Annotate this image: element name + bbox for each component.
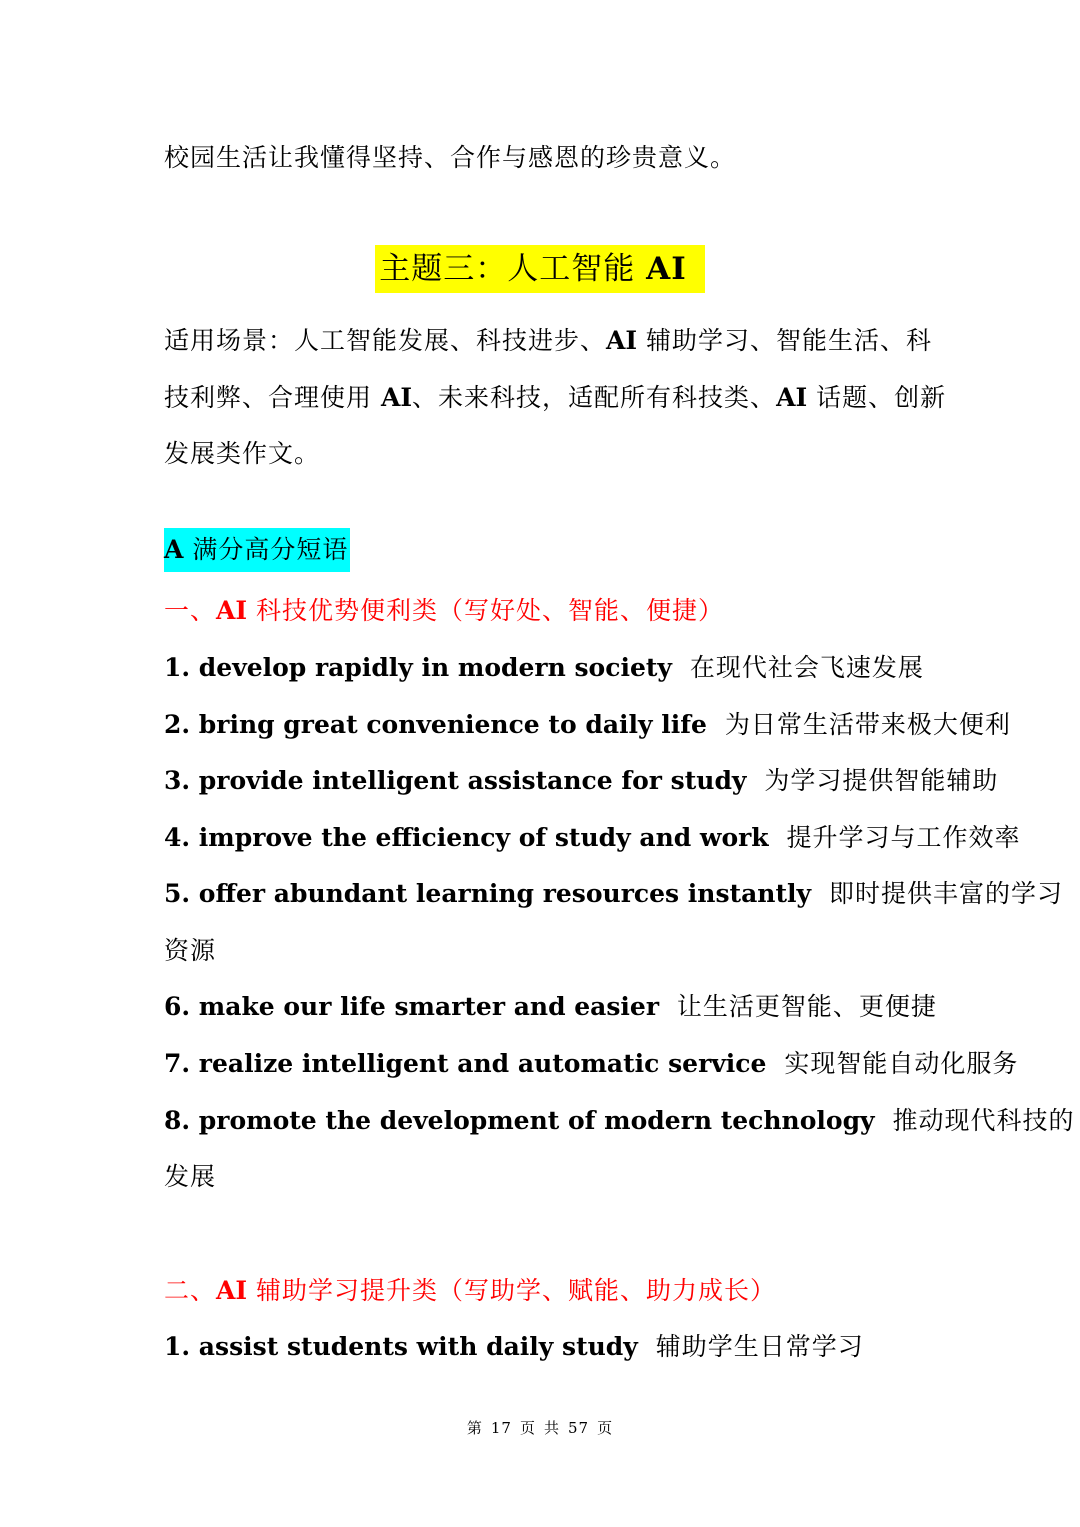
- phrase-en: 2. bring great convenience to daily life: [164, 710, 707, 739]
- footer-word: 页: [597, 1419, 614, 1437]
- scenario-text: 技利弊、合理使用: [164, 382, 381, 412]
- phrase-item: [164, 1047, 1018, 1081]
- intro-line: 校园生活让我懂得坚持、合作与感恩的珍贵意义。: [164, 143, 737, 172]
- page-footer: [0, 1418, 1080, 1438]
- footer-word: 共: [544, 1419, 561, 1437]
- phrase-item: [164, 764, 998, 798]
- scenario-line-2: [164, 370, 947, 427]
- footer-word: 页: [519, 1419, 536, 1437]
- category-1-heading: [164, 594, 724, 628]
- phrase-en: 4. improve the efficiency of study and work: [164, 823, 769, 852]
- theme-title-wrap: [0, 245, 1080, 293]
- phrase-item: [164, 651, 924, 685]
- section-a-label: [164, 528, 350, 572]
- phrase-continuation: [164, 934, 216, 968]
- page-number: 17: [490, 1419, 512, 1437]
- heading-text: 科技优势便利类（写好处、智能、便捷）: [247, 596, 725, 625]
- phrase-zh: 为日常生活带来极大便利: [724, 710, 1011, 739]
- scenario-text: 、未来科技，适配所有科技类、: [412, 382, 777, 412]
- scenario-text: 话题、创新: [807, 382, 947, 412]
- scenario-line-1: [164, 313, 933, 370]
- heading-prefix: 一、: [164, 596, 217, 625]
- scenario-ai: AI: [380, 382, 413, 412]
- phrase-zh: 即时提供丰富的学习: [828, 879, 1063, 908]
- scenario-paragraph: [164, 313, 947, 483]
- scenario-text: 适用场景：人工智能发展、科技进步、: [164, 326, 607, 355]
- phrase-zh: 发展: [164, 1162, 217, 1191]
- heading-prefix: 二、: [164, 1276, 217, 1305]
- heading-ai: AI: [216, 596, 248, 625]
- phrase-zh: 推动现代科技的: [892, 1106, 1075, 1135]
- phrase-en: 3. provide intelligent assistance for study: [164, 766, 747, 795]
- phrase-en: 1. assist students with daily study: [164, 1332, 638, 1361]
- phrase-en: 1. develop rapidly in modern society: [164, 653, 672, 682]
- phrase-en: 5. offer abundant learning resources instantly: [164, 879, 812, 908]
- phrase-en: 7. realize intelligent and automatic service: [164, 1049, 767, 1078]
- phrase-item: [164, 1330, 864, 1364]
- phrase-zh: 辅助学生日常学习: [655, 1332, 864, 1361]
- heading-ai: AI: [216, 1276, 248, 1305]
- scenario-line-3: 发展类作文。: [164, 439, 321, 468]
- phrase-en: 6. make our life smarter and easier: [164, 992, 660, 1021]
- scenario-ai: AI: [606, 326, 638, 355]
- phrase-zh: 让生活更智能、更便捷: [676, 992, 937, 1021]
- theme-title-zh: 主题三：人工智能: [379, 251, 647, 287]
- phrase-zh: 实现智能自动化服务: [784, 1049, 1019, 1078]
- phrase-item: [164, 708, 1011, 742]
- phrase-zh: 在现代社会飞速发展: [689, 653, 924, 682]
- total-pages: 57: [568, 1419, 590, 1437]
- phrase-item: [164, 877, 1063, 911]
- theme-title-latin: AI: [646, 251, 687, 287]
- phrase-zh: 提升学习与工作效率: [786, 823, 1021, 852]
- category-2-heading: [164, 1274, 776, 1308]
- phrase-zh: 为学习提供智能辅助: [764, 766, 999, 795]
- scenario-ai: AI: [776, 382, 808, 412]
- scenario-text: 辅助学习、智能生活、科: [637, 326, 933, 355]
- phrase-item: [164, 1104, 1075, 1138]
- heading-text: 辅助学习提升类（写助学、赋能、助力成长）: [247, 1276, 777, 1305]
- section-a-letter: A: [164, 535, 184, 564]
- phrase-en: 8. promote the development of modern technology: [164, 1106, 875, 1135]
- phrase-item: [164, 990, 937, 1024]
- phrase-zh: 资源: [164, 936, 217, 965]
- phrase-item: [164, 821, 1021, 855]
- phrase-continuation: [164, 1160, 216, 1194]
- footer-word: 第: [466, 1419, 483, 1437]
- section-a-text: 满分高分短语: [183, 535, 349, 564]
- theme-title: [375, 245, 704, 293]
